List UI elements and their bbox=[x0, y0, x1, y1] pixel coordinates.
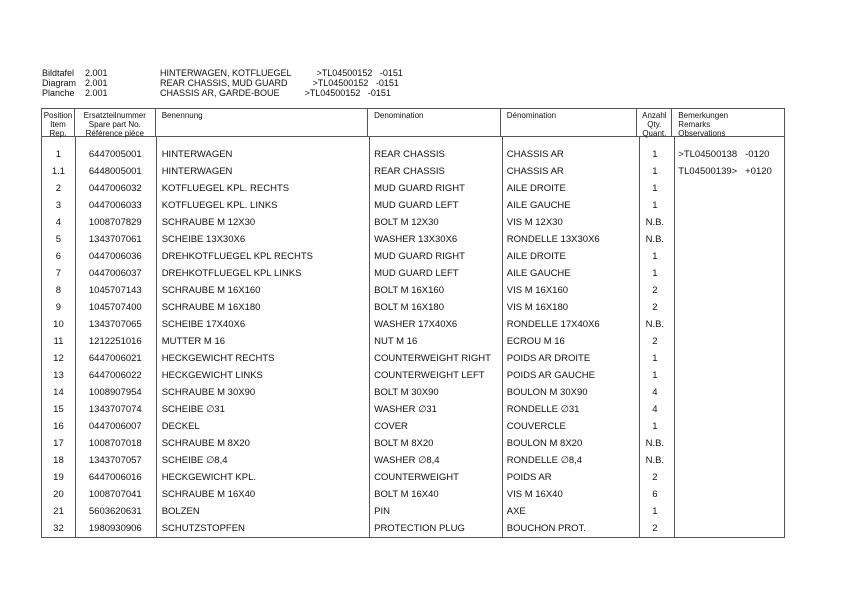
cell-part-number: 1008707829 bbox=[88, 217, 142, 228]
header-label: Bildtafel bbox=[42, 68, 75, 78]
cell-part-number: 1008707018 bbox=[88, 438, 142, 449]
cell-position: 10 bbox=[53, 319, 64, 330]
cell-part-number: 6447006021 bbox=[88, 353, 142, 364]
cell-description-de: HINTERWAGEN bbox=[161, 149, 233, 160]
cell-position: 8 bbox=[55, 285, 62, 296]
table-row bbox=[42, 452, 784, 469]
cell-description-de: SCHRAUBE M 16X180 bbox=[161, 302, 261, 313]
table-row bbox=[42, 503, 784, 520]
cell-description-de: KOTFLUEGEL KPL. LINKS bbox=[161, 200, 278, 211]
cell-part-number: 0447006007 bbox=[88, 421, 142, 432]
cell-description-fr: VIS M 16X40 bbox=[506, 489, 563, 500]
cell-description-de: DREHKOTFLUEGEL KPL RECHTS bbox=[161, 251, 314, 262]
col-header-description-en: Denomination bbox=[368, 109, 501, 136]
cell-description-en: COUNTERWEIGHT bbox=[374, 472, 459, 483]
cell-description-en: COVER bbox=[374, 421, 408, 432]
cell-description-fr: ECROU M 16 bbox=[506, 336, 565, 347]
cell-description-fr: AILE DROITE bbox=[506, 183, 566, 194]
cell-quantity: 1 bbox=[652, 251, 658, 262]
cell-description-de: DECKEL bbox=[161, 421, 200, 432]
table-row bbox=[42, 282, 784, 299]
cell-position: 3 bbox=[55, 200, 62, 211]
diagram-number: 2.001 bbox=[85, 78, 108, 88]
cell-description-de: KOTFLUEGEL KPL. RECHTS bbox=[161, 183, 290, 194]
cell-part-number: 6447006016 bbox=[88, 472, 142, 483]
diagram-header-line-de bbox=[42, 68, 403, 78]
table-row bbox=[42, 401, 784, 418]
column-separator bbox=[502, 137, 503, 537]
cell-quantity: N.B. bbox=[645, 217, 665, 228]
col-header-part-number: Ersatzteilnummer Spare part No. Référence pièce bbox=[75, 109, 156, 136]
cell-quantity: 2 bbox=[652, 336, 658, 347]
page-header bbox=[42, 68, 403, 98]
cell-description-fr: AILE GAUCHE bbox=[506, 200, 571, 211]
cell-position: 1 bbox=[55, 149, 62, 160]
cell-position: 11 bbox=[53, 336, 64, 347]
header-label: Diagram bbox=[42, 78, 77, 88]
cell-description-en: MUD GUARD LEFT bbox=[374, 200, 459, 211]
serial-range-code: >TL04500152 -0151 bbox=[312, 78, 399, 88]
diagram-header-line-en bbox=[42, 78, 403, 88]
parts-table bbox=[41, 108, 785, 538]
table-row bbox=[42, 197, 784, 214]
cell-description-de: MUTTER M 16 bbox=[161, 336, 226, 347]
cell-description-de: SCHUTZSTOPFEN bbox=[161, 523, 245, 534]
cell-description-en: BOLT M 8X20 bbox=[374, 438, 434, 449]
cell-quantity: 4 bbox=[652, 404, 658, 415]
table-row bbox=[42, 367, 784, 384]
cell-part-number: 0447006032 bbox=[88, 183, 142, 194]
cell-quantity: N.B. bbox=[645, 455, 665, 466]
cell-description-de: DREHKOTFLUEGEL KPL LINKS bbox=[161, 268, 302, 279]
table-row bbox=[42, 214, 784, 231]
cell-part-number: 1045707400 bbox=[88, 302, 142, 313]
cell-description-en: REAR CHASSIS bbox=[374, 166, 445, 177]
cell-description-fr: RONDELLE 17X40X6 bbox=[506, 319, 600, 330]
cell-position: 13 bbox=[53, 370, 64, 381]
cell-part-number: 0447006033 bbox=[88, 200, 142, 211]
table-row bbox=[42, 418, 784, 435]
cell-quantity: 2 bbox=[652, 523, 658, 534]
cell-description-fr: BOULON M 30X90 bbox=[506, 387, 588, 398]
cell-quantity: N.B. bbox=[645, 234, 665, 245]
cell-position: 16 bbox=[53, 421, 64, 432]
cell-part-number: 1343707065 bbox=[88, 319, 142, 330]
cell-quantity: 1 bbox=[652, 149, 658, 160]
cell-description-en: COUNTERWEIGHT RIGHT bbox=[374, 353, 491, 364]
cell-quantity: 2 bbox=[652, 472, 658, 483]
cell-position: 12 bbox=[53, 353, 64, 364]
cell-description-en: NUT M 16 bbox=[374, 336, 418, 347]
cell-description-en: WASHER ∅8,4 bbox=[374, 455, 440, 466]
table-row bbox=[42, 316, 784, 333]
cell-part-number: 6447006022 bbox=[88, 370, 142, 381]
column-separator bbox=[639, 137, 640, 537]
cell-part-number: 6448005001 bbox=[88, 166, 142, 177]
cell-description-fr: VIS M 16X180 bbox=[506, 302, 569, 313]
cell-description-de: SCHRAUBE M 16X160 bbox=[161, 285, 261, 296]
cell-description-en: BOLT M 12X30 bbox=[374, 217, 439, 228]
table-row bbox=[42, 435, 784, 452]
cell-position: 15 bbox=[53, 404, 64, 415]
table-row bbox=[42, 248, 784, 265]
cell-position: 7 bbox=[55, 268, 62, 279]
cell-description-fr: BOUCHON PROT. bbox=[506, 523, 586, 534]
table-header-row bbox=[41, 108, 785, 137]
cell-description-fr: CHASSIS AR bbox=[506, 166, 564, 177]
column-separator bbox=[369, 137, 370, 537]
table-row bbox=[42, 265, 784, 282]
cell-part-number: 1008907954 bbox=[88, 387, 142, 398]
cell-description-en: BOLT M 16X180 bbox=[374, 302, 444, 313]
cell-description-de: SCHRAUBE M 30X90 bbox=[161, 387, 256, 398]
cell-description-fr: BOULON M 8X20 bbox=[506, 438, 583, 449]
cell-position: 5 bbox=[55, 234, 62, 245]
cell-part-number: 0447006037 bbox=[88, 268, 142, 279]
column-separator bbox=[75, 137, 76, 537]
cell-position: 32 bbox=[53, 523, 64, 534]
cell-part-number: 1343707061 bbox=[88, 234, 142, 245]
cell-position: 1.1 bbox=[51, 166, 66, 177]
cell-description-de: SCHEIBE 17X40X6 bbox=[161, 319, 246, 330]
cell-quantity: N.B. bbox=[645, 438, 665, 449]
serial-range-code: >TL04500152 -0151 bbox=[316, 68, 403, 78]
table-row bbox=[42, 146, 784, 163]
cell-quantity: 2 bbox=[652, 285, 658, 296]
table-row bbox=[42, 384, 784, 401]
cell-description-de: SCHRAUBE M 16X40 bbox=[161, 489, 256, 500]
diagram-header-line-fr bbox=[42, 88, 403, 98]
cell-quantity: 1 bbox=[652, 421, 658, 432]
col-header-description-de: Benennung bbox=[156, 109, 368, 136]
cell-description-fr: AILE DROITE bbox=[506, 251, 566, 262]
parts-table-body bbox=[41, 137, 785, 538]
diagram-title: CHASSIS AR, GARDE-BOUE bbox=[160, 88, 280, 98]
cell-quantity: 1 bbox=[652, 506, 658, 517]
cell-description-en: BOLT M 30X90 bbox=[374, 387, 439, 398]
cell-part-number: 1343707074 bbox=[88, 404, 142, 415]
diagram-number: 2.001 bbox=[85, 68, 108, 78]
cell-description-fr: VIS M 16X160 bbox=[506, 285, 569, 296]
column-separator bbox=[156, 137, 157, 537]
cell-part-number: 1212251016 bbox=[88, 336, 142, 347]
cell-part-number: 1008707041 bbox=[88, 489, 142, 500]
cell-position: 6 bbox=[55, 251, 62, 262]
cell-quantity: 1 bbox=[652, 166, 658, 177]
cell-description-de: SCHEIBE ∅31 bbox=[161, 404, 225, 415]
table-row bbox=[42, 469, 784, 486]
cell-description-fr: VIS M 12X30 bbox=[506, 217, 563, 228]
cell-description-en: WASHER 13X30X6 bbox=[374, 234, 458, 245]
cell-quantity: 4 bbox=[652, 387, 658, 398]
cell-part-number: 6447005001 bbox=[88, 149, 142, 160]
cell-position: 21 bbox=[53, 506, 64, 517]
cell-description-de: BOLZEN bbox=[161, 506, 200, 517]
diagram-title: REAR CHASSIS, MUD GUARD bbox=[160, 78, 288, 88]
cell-description-de: SCHEIBE 13X30X6 bbox=[161, 234, 246, 245]
cell-quantity: 6 bbox=[652, 489, 658, 500]
cell-description-de: HINTERWAGEN bbox=[161, 166, 233, 177]
cell-part-number: 1980930906 bbox=[88, 523, 142, 534]
cell-description-en: REAR CHASSIS bbox=[374, 149, 445, 160]
cell-position: 14 bbox=[53, 387, 64, 398]
cell-description-de: HECKGEWICHT KPL. bbox=[161, 472, 257, 483]
cell-quantity: 2 bbox=[652, 302, 658, 313]
cell-position: 4 bbox=[55, 217, 62, 228]
cell-description-de: SCHRAUBE M 8X20 bbox=[161, 438, 250, 449]
column-separator bbox=[674, 137, 675, 537]
cell-remark: TL04500139> +0120 bbox=[678, 166, 772, 177]
cell-description-fr: POIDS AR bbox=[506, 472, 552, 483]
cell-description-en: WASHER ∅31 bbox=[374, 404, 437, 415]
table-row bbox=[42, 520, 784, 537]
cell-position: 17 bbox=[53, 438, 64, 449]
cell-description-en: WASHER 17X40X6 bbox=[374, 319, 458, 330]
cell-position: 2 bbox=[55, 183, 62, 194]
cell-description-fr: AILE GAUCHE bbox=[506, 268, 571, 279]
cell-description-fr: CHASSIS AR bbox=[506, 149, 564, 160]
cell-description-fr: RONDELLE 13X30X6 bbox=[506, 234, 600, 245]
cell-description-en: MUD GUARD LEFT bbox=[374, 268, 459, 279]
header-label: Planche bbox=[42, 88, 75, 98]
cell-description-fr: POIDS AR GAUCHE bbox=[506, 370, 595, 381]
cell-description-en: MUD GUARD RIGHT bbox=[374, 251, 465, 262]
cell-description-fr: RONDELLE ∅8,4 bbox=[506, 455, 583, 466]
col-header-position: Position Item Rep. bbox=[42, 109, 75, 136]
table-row bbox=[42, 299, 784, 316]
table-row bbox=[42, 163, 784, 180]
cell-description-fr: COUVERCLE bbox=[506, 421, 566, 432]
cell-description-en: COUNTERWEIGHT LEFT bbox=[374, 370, 485, 381]
cell-description-en: PIN bbox=[374, 506, 390, 517]
cell-part-number: 1343707057 bbox=[88, 455, 142, 466]
cell-position: 9 bbox=[55, 302, 62, 313]
cell-description-de: HECKGEWICHT LINKS bbox=[161, 370, 263, 381]
col-header-quantity: Anzahl Qty. Quant. bbox=[637, 109, 672, 136]
cell-quantity: 1 bbox=[652, 183, 658, 194]
table-row bbox=[42, 350, 784, 367]
cell-description-de: HECKGEWICHT RECHTS bbox=[161, 353, 275, 364]
cell-description-fr: AXE bbox=[506, 506, 526, 517]
cell-description-de: SCHEIBE ∅8,4 bbox=[161, 455, 228, 466]
table-row bbox=[42, 231, 784, 248]
cell-position: 18 bbox=[53, 455, 64, 466]
cell-quantity: N.B. bbox=[645, 319, 665, 330]
cell-quantity: 1 bbox=[652, 353, 658, 364]
cell-part-number: 0447006036 bbox=[88, 251, 142, 262]
cell-remark: >TL04500138 -0120 bbox=[678, 149, 770, 160]
cell-position: 20 bbox=[53, 489, 64, 500]
cell-description-en: PROTECTION PLUG bbox=[374, 523, 465, 534]
table-row bbox=[42, 180, 784, 197]
table-row bbox=[42, 333, 784, 350]
cell-description-de: SCHRAUBE M 12X30 bbox=[161, 217, 256, 228]
serial-range-code: >TL04500152 -0151 bbox=[304, 88, 391, 98]
cell-description-en: BOLT M 16X40 bbox=[374, 489, 439, 500]
cell-description-fr: POIDS AR DROITE bbox=[506, 353, 591, 364]
cell-quantity: 1 bbox=[652, 200, 658, 211]
cell-description-fr: RONDELLE ∅31 bbox=[506, 404, 580, 415]
diagram-title: HINTERWAGEN, KOTFLUEGEL bbox=[160, 68, 292, 78]
col-header-description-fr: Dénomination bbox=[501, 109, 638, 136]
cell-position: 19 bbox=[53, 472, 64, 483]
cell-part-number: 5603620631 bbox=[88, 506, 142, 517]
diagram-number: 2.001 bbox=[85, 88, 108, 98]
cell-part-number: 1045707143 bbox=[88, 285, 142, 296]
cell-description-en: MUD GUARD RIGHT bbox=[374, 183, 465, 194]
col-header-remarks: Bemerkungen Remarks Observations bbox=[678, 111, 729, 138]
cell-quantity: 1 bbox=[652, 370, 658, 381]
cell-quantity: 1 bbox=[652, 268, 658, 279]
cell-description-en: BOLT M 16X160 bbox=[374, 285, 444, 296]
table-row bbox=[42, 486, 784, 503]
